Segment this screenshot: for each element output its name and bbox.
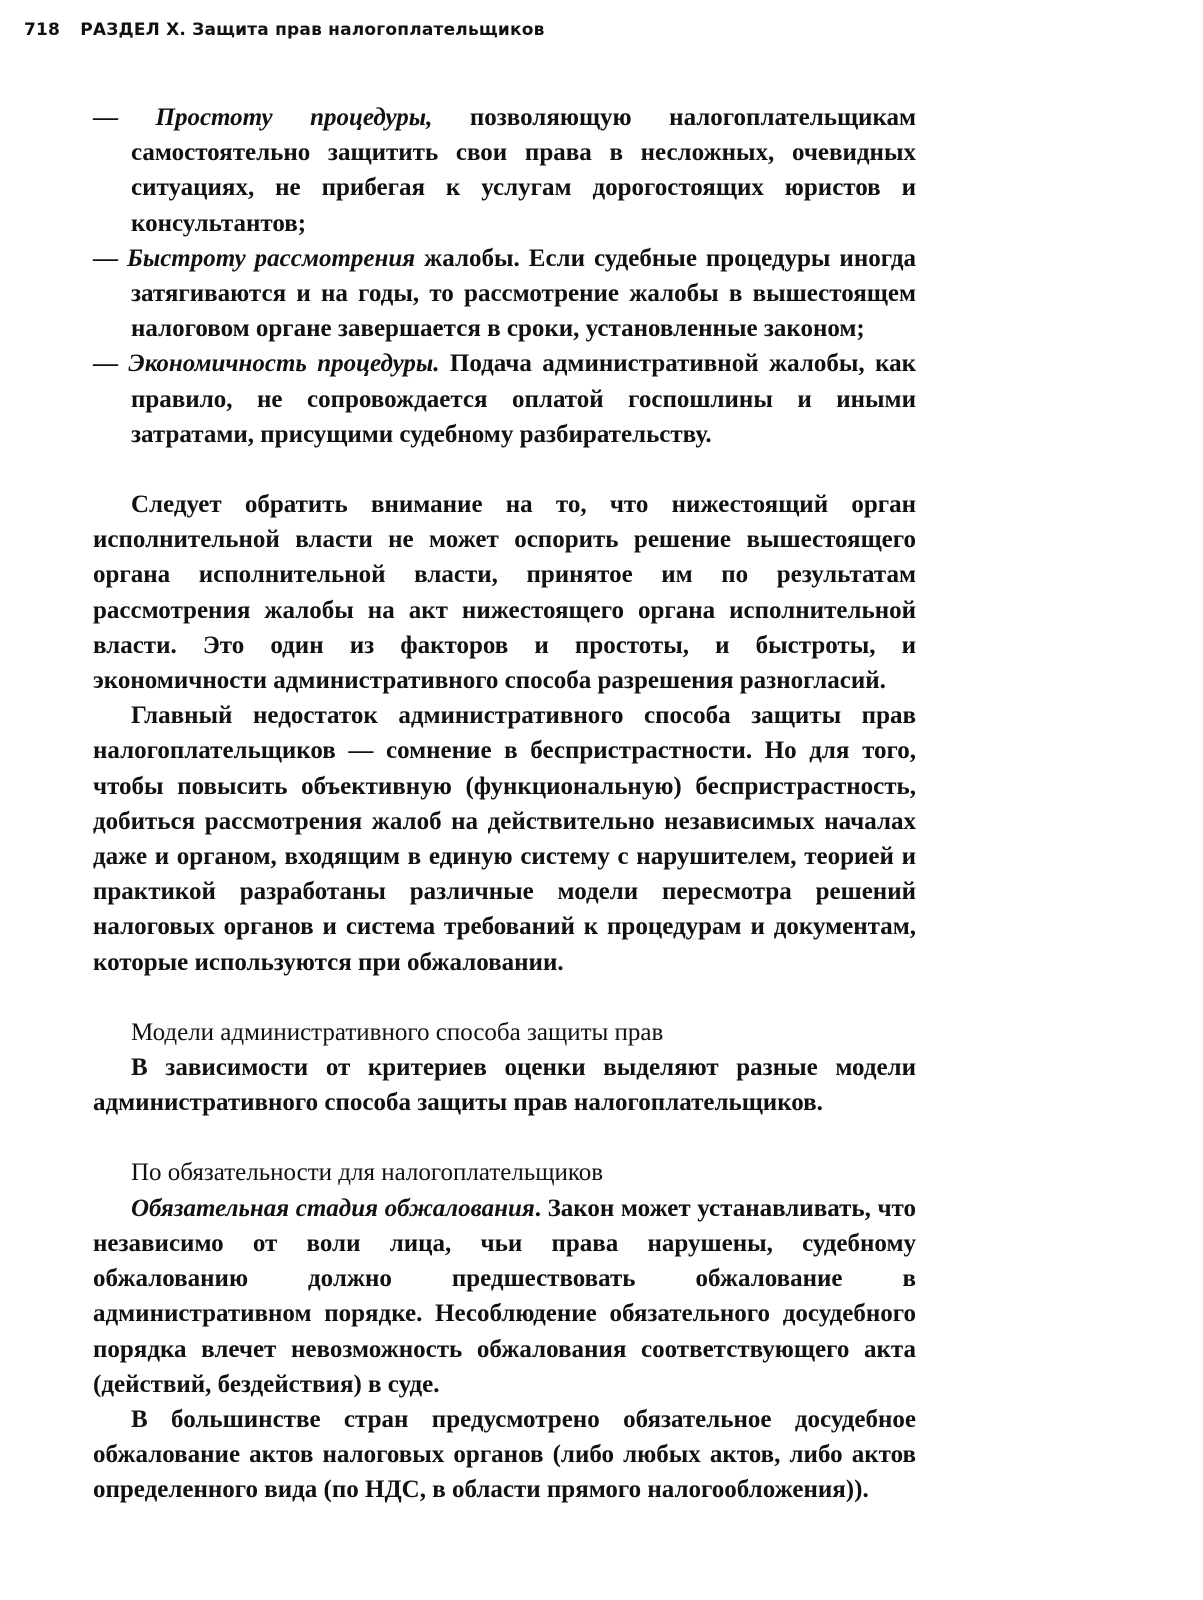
list-item-text: Подача административной жалобы, как правило, не сопровождается оплатой госпошлины и иными затратами, присущими судебному разбирательству. (131, 350, 917, 448)
list-item-text: жалобы. Если судебные процедуры иногда затягиваются и на годы, то рассмотрение жалобы в вышестоящем налоговом органе завершается в сроки, установленные законом; (131, 244, 916, 343)
list-item (93, 100, 916, 241)
list-dash: — (93, 244, 127, 272)
list-item (93, 241, 916, 347)
running-head (24, 20, 545, 48)
paragraph: Главный недостаток административного способа защиты прав налогоплательщиков — сомнение в беспристрастности. Но для того, чтобы повысить объективную (функциональную) беспристрастность, добиться рассмотрения жалоб на действительно независимых началах даже и органом, входящим в единую систему с нарушителем, теорией и практикой разработаны различные модели пересмотра решений налоговых органов и система требований к процедурам и документам, которые используются при обжаловании. (93, 702, 916, 976)
list-item-text: позволяющую налогоплательщикам самостоятельно защитить свои права в несложных, очевидных ситуациях, не прибегая к услугам дорогостоящих юристов и консультантов; (131, 104, 917, 237)
spacer (93, 980, 916, 1015)
list-dash: — (93, 104, 156, 131)
paragraph: Следует обратить внимание на то, что нижестоящий орган исполнительной власти не может оспорить решение вышестоящего органа исполнительной власти, принятое им по результатам рассмотрения жалобы на акт нижестоящего органа исполнительной власти. Это один из факторов и простоты, и быстроты, и экономичности административного способа разрешения разногласий. (93, 491, 916, 695)
paragraph: В зависимости от критериев оценки выделяют разные модели административного способа защиты прав налогоплательщиков. (93, 1054, 916, 1117)
paragraph (93, 1191, 916, 1402)
list-item-term: Экономичность процедуры. (128, 350, 440, 378)
list-item (93, 346, 916, 452)
paragraph-term: Обязательная стадия обжалования (131, 1194, 535, 1222)
list-item-term: Простоту процедуры, (155, 104, 433, 131)
spacer (93, 452, 916, 487)
subheading: Модели административного способа защиты прав (131, 1018, 664, 1046)
paragraph-text: . Закон может устанавливать, что независимо от воли лица, чьи права нарушены, судебному обжалованию должно предшествовать обжалование в административном порядке. Несоблюдение обязательного досудебного порядка влечет невозможность обжалования соответствующего акта (действий, бездействия) в суде. (93, 1194, 916, 1398)
section-title: РАЗДЕЛ X. Защита прав налогоплательщиков (80, 20, 545, 40)
paragraph: В большинстве стран предусмотрено обязательное досудебное обжалование актов налоговых органов (либо любых актов, либо актов определенного вида (по НДС, в области прямого налогообложения)). (93, 1405, 916, 1504)
subheading: По обязательности для налогоплательщиков (131, 1159, 604, 1187)
spacer (93, 1120, 916, 1155)
page-number: 718 (24, 20, 61, 40)
list-dash: — (93, 350, 129, 378)
page-body (93, 100, 916, 1508)
list-item-term: Быстроту рассмотрения (126, 244, 416, 272)
